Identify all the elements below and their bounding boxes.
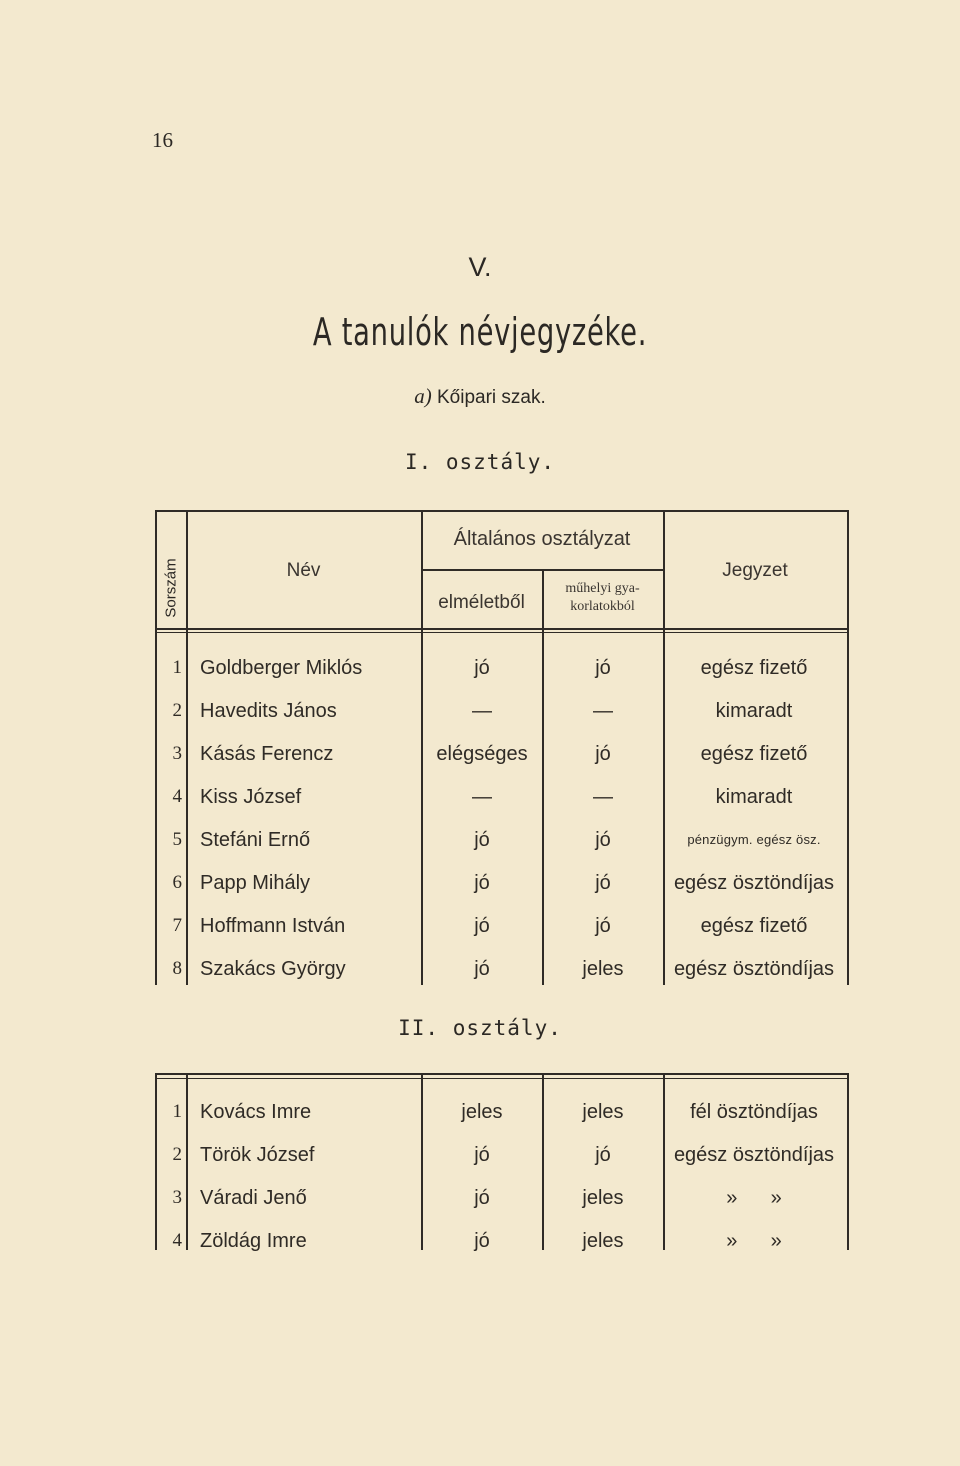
table-row <box>0 1092 960 1132</box>
subtitle-letter: a) <box>414 384 432 408</box>
row-number: 2 <box>172 700 182 721</box>
remark: kimaradt <box>715 786 793 808</box>
student-name: Hoffmann István <box>200 915 346 937</box>
table-top-rule <box>155 1073 848 1075</box>
remark: » » <box>726 1187 782 1209</box>
theory-grade: jó <box>474 1187 490 1209</box>
practice-grade: jó <box>595 1144 611 1166</box>
row-number: 5 <box>172 829 182 850</box>
row-number: 6 <box>172 872 182 893</box>
theory-grade: elégséges <box>436 743 528 765</box>
header-muhelyi-line2: korlatokból <box>570 599 635 614</box>
section-subtitle <box>0 384 960 409</box>
table-row <box>0 1135 960 1175</box>
subtitle-text: Kőipari szak. <box>437 387 546 408</box>
theory-grade: — <box>472 786 492 808</box>
student-name: Goldberger Miklós <box>200 657 363 679</box>
practice-grade: jó <box>595 915 611 937</box>
practice-grade: jó <box>595 657 611 679</box>
header-sorszam <box>156 548 186 628</box>
table-row <box>0 949 960 989</box>
remark: egész fizető <box>700 915 808 937</box>
student-name: Papp Mihály <box>200 872 311 894</box>
practice-grade: jó <box>595 743 611 765</box>
remark: egész fizető <box>700 743 808 765</box>
class-1-heading: I. osztály. <box>404 450 556 474</box>
table-row <box>0 734 960 774</box>
remark: » » <box>726 1230 782 1252</box>
header-sorszam-text: Sorszám <box>162 558 180 618</box>
theory-grade: jó <box>474 915 490 937</box>
remark: egész ösztöndíjas <box>673 1144 835 1166</box>
theory-grade: jó <box>474 657 490 679</box>
table-top-rule-2 <box>155 1078 848 1079</box>
row-number: 8 <box>172 958 182 979</box>
header-muhelyi-line1: műhelyi gya- <box>565 581 640 596</box>
student-name: Szakács György <box>200 958 346 980</box>
header-bottom-rule-2 <box>155 632 848 633</box>
theory-grade: — <box>472 700 492 722</box>
theory-grade: jó <box>474 958 490 980</box>
row-number: 3 <box>172 743 182 764</box>
page-number: 16 <box>152 128 173 152</box>
header-nev: Név <box>286 560 321 581</box>
student-name: Zöldág Imre <box>200 1230 307 1252</box>
row-number: 7 <box>172 915 182 936</box>
row-number: 1 <box>172 1101 182 1122</box>
table-top-rule <box>155 510 848 512</box>
practice-grade: jeles <box>582 1101 624 1123</box>
practice-grade: jó <box>595 872 611 894</box>
row-number: 4 <box>172 786 182 807</box>
theory-grade: jó <box>474 1230 490 1252</box>
student-name: Kovács Imre <box>200 1101 312 1123</box>
chapter-number: V. <box>468 252 492 282</box>
table-row <box>0 648 960 688</box>
student-name: Havedits János <box>200 700 337 722</box>
header-altalanos: Általános osztályzat <box>453 528 631 550</box>
table-row <box>0 1178 960 1218</box>
remark: fél ösztöndíjas <box>690 1101 818 1123</box>
table-row <box>0 820 960 860</box>
student-name: Kiss József <box>200 786 302 808</box>
table-row <box>0 1221 960 1261</box>
theory-grade: jó <box>474 1144 490 1166</box>
practice-grade: jeles <box>582 1230 624 1252</box>
header-elmeletbol: elméletből <box>438 592 525 613</box>
table-row <box>0 691 960 731</box>
table-row <box>0 863 960 903</box>
practice-grade: jeles <box>582 958 624 980</box>
remark: egész fizető <box>700 657 808 679</box>
table-row <box>0 777 960 817</box>
row-number: 4 <box>172 1230 182 1251</box>
remark: pénzügym. egész ösz. <box>687 832 821 847</box>
row-number: 1 <box>172 657 182 678</box>
class-2-heading: II. osztály. <box>398 1016 562 1040</box>
theory-grade: jó <box>474 872 490 894</box>
table-row <box>0 906 960 946</box>
header-bottom-rule <box>155 628 848 630</box>
practice-grade: — <box>593 786 613 808</box>
remark: egész ösztöndíjas <box>673 872 835 894</box>
row-number: 2 <box>172 1144 182 1165</box>
student-name: Váradi Jenő <box>200 1187 307 1209</box>
student-name: Török József <box>200 1144 315 1166</box>
practice-grade: jeles <box>582 1187 624 1209</box>
header-jegyzet: Jegyzet <box>722 560 788 581</box>
row-number: 3 <box>172 1187 182 1208</box>
header-muhelyi <box>542 580 663 616</box>
practice-grade: — <box>593 700 613 722</box>
student-name: Kásás Ferencz <box>200 743 334 765</box>
remark: kimaradt <box>715 700 793 722</box>
practice-grade: jó <box>595 829 611 851</box>
theory-grade: jeles <box>461 1101 503 1123</box>
student-name: Stefáni Ernő <box>200 829 311 851</box>
page-title: A tanulók névjegyzéke. <box>312 310 648 354</box>
remark: egész ösztöndíjas <box>673 958 835 980</box>
theory-grade: jó <box>474 829 490 851</box>
